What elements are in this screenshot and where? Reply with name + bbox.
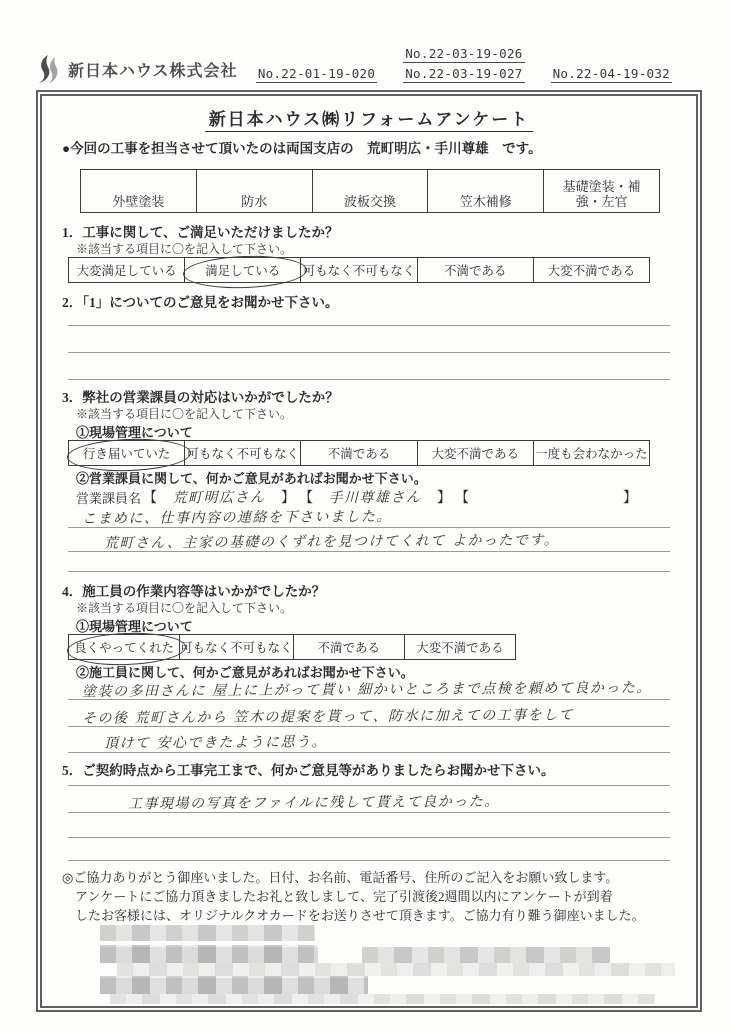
- answer-line-blank: [68, 813, 670, 838]
- answer-line-blank: [68, 778, 670, 786]
- work-type-cell: 基礎塗装・補強・左官: [543, 170, 659, 212]
- redaction-block: [110, 994, 655, 1004]
- answer-line: [68, 700, 670, 727]
- option-cell: 可もなく不可もなく: [300, 258, 416, 282]
- redacted-personal-info: [62, 925, 676, 1006]
- form-title: 新日本ハウス㈱リフォームアンケート: [205, 105, 534, 132]
- question-3-sub1: ①現場管理について: [76, 424, 193, 440]
- answer-line-blank: [68, 353, 670, 380]
- closing-note-line: アンケートにご協力頂きましたお礼と致しまして、完了引渡後2週間以内にアンケートが到着: [75, 889, 613, 905]
- answer-line: [68, 680, 670, 700]
- question-1-note: ※該当する項目に〇を記入して下さい。: [76, 242, 293, 257]
- redaction-block: [362, 947, 610, 963]
- handwritten-answer: 荒町さん、主家の基礎のくずれを見つけてくれて よかったです。: [103, 532, 560, 552]
- question-4-sub2: ②施工員に関して、何かご意見があればお聞かせ下さい。: [76, 665, 414, 681]
- option-cell: 一度も会わなかった: [533, 441, 649, 465]
- survey-form: [36, 90, 702, 1012]
- question-4-note: ※該当する項目に〇を記入して下さい。: [76, 601, 293, 616]
- option-cell: 大変不満である: [404, 635, 515, 659]
- option-cell: 不満である: [300, 441, 416, 465]
- doc-number-1: No.22-01-19-020: [257, 66, 376, 81]
- document-numbers: [256, 46, 672, 83]
- option-cell: 不満である: [417, 258, 533, 282]
- answer-line-blank: [68, 326, 670, 353]
- option-cell-selected: 満足している: [184, 258, 300, 282]
- answer-line: [68, 507, 670, 528]
- staff-name-1: 荒町明広さん: [172, 489, 266, 507]
- option-cell: 大変満足している: [76, 264, 177, 279]
- intro-line: ●今回の工事を担当させて頂いたのは両国支店の 荒町明広・手川尊雄 です。: [62, 141, 542, 156]
- company-logo-icon: [36, 54, 62, 84]
- document-header: [36, 46, 694, 88]
- redaction-block: [100, 925, 315, 941]
- handwritten-answer: こまめに、仕事内容の連絡を下さいました。: [81, 508, 393, 528]
- handwritten-answer: 頂けて 安心できたように思う。: [103, 734, 328, 753]
- doc-number-2: No.22-03-19-027: [405, 66, 523, 81]
- answer-line: [68, 528, 670, 552]
- question-5-label: 5．ご契約時点から工事完工まで、何かご意見等がありましたらお聞かせ下さい。: [62, 763, 555, 779]
- closing-note-line: したお客様には、オリジナルクオカードをお送りさせて頂きます。ご協力有り難う御座いました。: [75, 908, 645, 924]
- redaction-block: [117, 963, 675, 976]
- redaction-block: [100, 945, 318, 963]
- option-cell: 大変不満である: [533, 258, 649, 282]
- doc-number-3: No.22-04-19-032: [552, 66, 670, 81]
- option-cell: 可もなく不可もなく: [179, 635, 293, 659]
- work-type-cell: 笠木補修: [427, 170, 543, 212]
- company-brand: [36, 54, 238, 84]
- company-name: 新日本ハウス株式会社: [68, 62, 238, 80]
- handwritten-answer: その後 荒町さんから 笠木の提案を貰って、防水に加えての工事をして: [81, 707, 575, 727]
- doc-number-top: No.22-03-19-026: [405, 46, 523, 61]
- option-cell: 不満である: [293, 635, 404, 659]
- question-4-label: 4．施工員の作業内容等はいかがでしたか？: [62, 584, 326, 600]
- answer-line: [68, 727, 670, 753]
- staff-name-row: 営業課員名 【 荒町明広さん 】 【 手川尊雄さん 】 【 】: [76, 486, 676, 507]
- staff-label: 営業課員名: [76, 490, 142, 506]
- question-1-options: [68, 257, 650, 283]
- answer-line-blank: [68, 838, 670, 861]
- closing-note: [62, 868, 676, 925]
- question-4-sub1: ①現場管理について: [76, 619, 193, 635]
- question-3-options: [68, 440, 650, 466]
- option-cell-selected: 良くやってくれた: [69, 635, 179, 659]
- question-2-label: 2．「1」についてのご意見をお聞かせ下さい。: [62, 295, 339, 311]
- answer-line-blank: [68, 552, 670, 572]
- work-type-cell: 波板交換: [312, 170, 428, 212]
- question-1-label: 1．工事に関して、ご満足いただけましたか？: [62, 225, 339, 241]
- closing-note-line: ◎ご協力ありがとう御座いました。日付、お名前、電話番号、住所のご記入をお願い致します。: [62, 870, 619, 886]
- work-type-table: [80, 169, 660, 213]
- answer-line: [68, 786, 670, 813]
- option-cell: 可もなく不可もなく: [184, 441, 300, 465]
- work-type-cell: 防水: [196, 170, 312, 212]
- question-3-label: 3．弊社の営業課員の対応はいかがでしたか？: [62, 389, 339, 405]
- redaction-block: [100, 976, 368, 994]
- option-cell: 大変不満である: [417, 441, 533, 465]
- question-3-sub2: ②営業課員に関して、何かご意見があればお聞かせ下さい。: [76, 470, 427, 486]
- staff-name-2: 手川尊雄さん: [328, 489, 422, 507]
- option-cell-selected: 行き届いていた: [69, 441, 184, 465]
- handwritten-answer: 塗装の多田さんに 屋上に上がって貰い 細かいところまで点検を頼めて良かった。: [81, 680, 652, 701]
- work-type-cell: 外壁塗装: [112, 194, 165, 210]
- handwritten-answer: 工事現場の写真をファイルに残して貰えて良かった。: [127, 793, 500, 813]
- answer-line-blank: [68, 310, 670, 325]
- question-4-options: [68, 634, 516, 660]
- question-3-note: ※該当する項目に〇を記入して下さい。: [76, 406, 293, 421]
